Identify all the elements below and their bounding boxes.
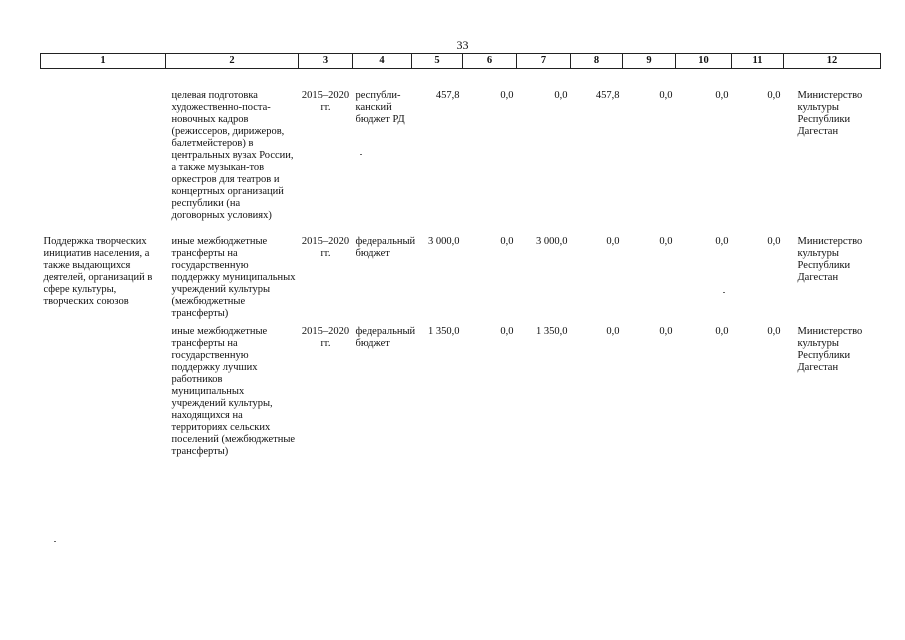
header-col-12: 12 [784, 54, 881, 69]
value-cell-9: 0,0 [659, 236, 673, 247]
total-cell: 457,8 [435, 90, 460, 101]
table-row [41, 69, 881, 237]
period-cell: 2015–2020 гг. [301, 326, 350, 349]
value-cell-10: 0,0 [715, 236, 729, 247]
value-cell-9: 0,0 [659, 326, 673, 337]
value-cell-6: 0,0 [500, 236, 514, 247]
value-cell-11: 0,0 [767, 236, 781, 247]
header-col-9: 9 [623, 54, 676, 69]
scan-speck [723, 292, 725, 293]
period-cell: 2015–2020 гг. [301, 90, 350, 113]
value-cell-7: 1 350,0 [536, 326, 568, 337]
header-col-8: 8 [571, 54, 623, 69]
scan-speck [54, 541, 56, 542]
value-cell-6: 0,0 [500, 90, 514, 101]
value-cell-8: 457,8 [595, 90, 620, 101]
total-cell: 3 000,0 [428, 236, 460, 247]
value-cell-10: 0,0 [715, 326, 729, 337]
measure-cell: иные межбюджетные трансферты на государственную поддержку лучших работников муниципальных учреждений культуры, находящихся на территориях сельских поселений (межбюджетные трансферты) [171, 326, 296, 457]
value-cell-11: 0,0 [767, 90, 781, 101]
table-row [41, 236, 881, 322]
header-col-11: 11 [732, 54, 784, 69]
header-row [41, 54, 881, 69]
task-cell [41, 69, 166, 237]
period-cell: 2015–2020 гг. [301, 236, 350, 259]
value-cell-11: 0,0 [767, 326, 781, 337]
funding-source-cell: федеральный бюджет [355, 326, 416, 349]
value-cell-7: 3 000,0 [536, 236, 568, 247]
total-cell: 1 350,0 [428, 326, 460, 337]
value-cell-10: 0,0 [715, 90, 729, 101]
header-col-6: 6 [463, 54, 517, 69]
header-col-2: 2 [166, 54, 299, 69]
header-col-7: 7 [517, 54, 571, 69]
funding-source-cell: федеральный бюджет [355, 236, 416, 259]
measure-cell: иные межбюджетные трансферты на государственную поддержку муниципальных учреждений культуры (межбюджетные трансферты) [171, 236, 296, 319]
header-col-5: 5 [412, 54, 463, 69]
value-cell-8: 0,0 [606, 236, 620, 247]
executor-cell: Министерство культуры Республики Дагестан [797, 326, 863, 373]
header-col-1: 1 [41, 54, 166, 69]
header-col-3: 3 [299, 54, 353, 69]
funding-source-cell: республи-канский бюджет РД [355, 90, 405, 125]
task-cell [41, 322, 166, 458]
measure-cell: целевая подготовка художественно-поста-новочных кадров (режиссеров, дирижеров, балетмейстеров) в центральных вузах России, а также музыкан-тов оркестров для театров и концертных организаций республики (на договорных условиях) [171, 90, 294, 221]
executor-cell: Министерство культуры Республики Дагестан [797, 236, 863, 283]
task-cell: Поддержка творческих инициатив населения, а также выдающихся деятелей, организаций в сфере культуры, творческих союзов [43, 236, 153, 307]
scan-speck [360, 154, 362, 155]
value-cell-6: 0,0 [500, 326, 514, 337]
executor-cell: Министерство культуры Республики Дагестан [797, 90, 863, 137]
page-number: 33 [456, 38, 469, 52]
value-cell-7: 0,0 [554, 90, 568, 101]
program-measures-table [40, 53, 881, 458]
value-cell-8: 0,0 [606, 326, 620, 337]
header-col-4: 4 [353, 54, 412, 69]
value-cell-9: 0,0 [659, 90, 673, 101]
header-col-10: 10 [676, 54, 732, 69]
table-row [41, 322, 881, 458]
